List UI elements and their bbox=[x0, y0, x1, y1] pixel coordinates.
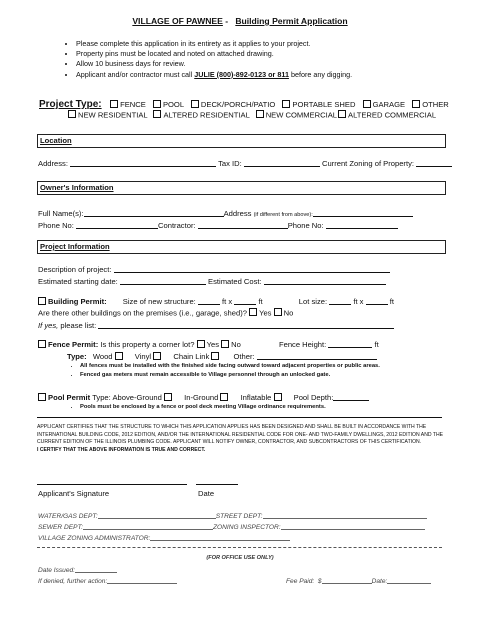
page-title bbox=[0, 16, 480, 26]
project-section-header bbox=[37, 240, 446, 254]
fence-permit-checkbox[interactable] bbox=[38, 340, 46, 348]
location-section-header bbox=[37, 134, 446, 148]
other-buildings-label: Are there other buildings on the premises (i.e., garage, shed)? bbox=[38, 308, 247, 318]
wood-checkbox[interactable] bbox=[115, 352, 123, 360]
ftx-label: ft x bbox=[222, 297, 233, 306]
section-title: Owner's Information bbox=[40, 183, 114, 192]
ft-label: ft bbox=[389, 297, 394, 306]
instruction-item: • Property pins must be located and noted on attached drawing. bbox=[76, 49, 352, 59]
option-label: NEW COMMERCIAL bbox=[265, 110, 337, 120]
title-village: VILLAGE OF PAWNEE bbox=[132, 16, 223, 26]
zoning-label: Current Zoning of Property: bbox=[321, 159, 414, 168]
start-date-field[interactable] bbox=[120, 276, 206, 285]
pool-notes-list bbox=[68, 403, 326, 412]
sewer-dept-label: SEWER DEPT: bbox=[38, 524, 83, 531]
building-permit-row bbox=[38, 296, 394, 306]
instruction-item bbox=[76, 70, 352, 80]
option-label: ALTERED COMMERCIAL bbox=[348, 110, 437, 120]
corner-lot-label: Is this property a corner lot? bbox=[100, 340, 195, 349]
corner-lot-yes-checkbox[interactable] bbox=[197, 340, 205, 348]
section-title: Project Information bbox=[40, 242, 110, 251]
other-buildings-row bbox=[38, 308, 293, 318]
please-list-label: please list: bbox=[58, 321, 97, 330]
zoning-inspector-field[interactable] bbox=[281, 521, 425, 530]
option-label: NEW RESIDENTIAL bbox=[78, 110, 148, 120]
building-permit-checkbox[interactable] bbox=[38, 297, 46, 305]
instruction-item: • Allow 10 business days for review. bbox=[76, 59, 352, 69]
address-note: (if different from above): bbox=[253, 212, 313, 218]
garage-checkbox[interactable] bbox=[363, 100, 371, 108]
taxid-field[interactable] bbox=[244, 158, 320, 167]
option-label: GARAGE bbox=[372, 100, 406, 109]
instruction-suffix: before any digging. bbox=[288, 69, 353, 79]
project-type-label: Project Type: bbox=[39, 99, 102, 110]
signature-date-label: Date bbox=[198, 489, 215, 498]
title-separator: - bbox=[222, 16, 236, 26]
please-list-row bbox=[38, 320, 394, 330]
fee-date-label: Date: bbox=[371, 578, 388, 585]
in-ground-checkbox[interactable] bbox=[220, 393, 228, 401]
above-ground-label: Above-Ground bbox=[112, 393, 162, 402]
fee-paid-label: Fee Paid: $ bbox=[286, 578, 322, 585]
fullname-field[interactable] bbox=[84, 208, 224, 217]
option-label: FENCE bbox=[120, 100, 146, 109]
zoning-admin-label: VILLAGE ZONING ADMINISTRATOR: bbox=[38, 535, 151, 542]
water-dept-label: WATER/GAS DEPT: bbox=[38, 513, 98, 520]
fence-notes-list bbox=[68, 362, 380, 380]
chain-link-checkbox[interactable] bbox=[211, 352, 219, 360]
ft-label: ft bbox=[258, 297, 263, 306]
pool-permit-row bbox=[38, 392, 369, 402]
new-commercial-checkbox[interactable] bbox=[256, 110, 264, 118]
fence-permit-row bbox=[38, 339, 379, 349]
in-ground-label: In-Ground bbox=[184, 393, 219, 402]
description-row bbox=[38, 264, 390, 274]
pool-note: • Pools must be enclosed by a fence or pool deck meeting Village ordinance requirements. bbox=[80, 403, 326, 412]
structure-width-field[interactable] bbox=[198, 296, 220, 305]
shed-checkbox[interactable] bbox=[282, 100, 290, 108]
fence-note: • All fences must be installed with the finished side facing outward toward adjacent properties or public areas. bbox=[80, 362, 380, 371]
deck-checkbox[interactable] bbox=[191, 100, 199, 108]
instructions-list bbox=[58, 39, 352, 80]
contractor-label: Contractor: bbox=[158, 221, 196, 230]
address-field[interactable] bbox=[70, 158, 216, 167]
option-label: ALTERED RESIDENTIAL bbox=[163, 110, 250, 120]
yes-label: Yes bbox=[259, 308, 272, 318]
divider bbox=[37, 417, 442, 418]
lot-size-label: Lot size: bbox=[298, 297, 328, 306]
above-ground-checkbox[interactable] bbox=[164, 393, 172, 401]
no-label: No bbox=[231, 340, 241, 349]
altered-commercial-checkbox[interactable] bbox=[338, 110, 346, 118]
option-label: PORTABLE SHED bbox=[292, 100, 356, 109]
building-permit-label: Building Permit: bbox=[48, 297, 107, 306]
other-buildings-yes-checkbox[interactable] bbox=[249, 308, 257, 316]
other-type-field[interactable] bbox=[257, 351, 377, 360]
section-title: Location bbox=[40, 136, 72, 145]
phone-field[interactable] bbox=[76, 220, 158, 229]
cost-label: Estimated Cost: bbox=[208, 277, 262, 286]
date-issued-label: Date Issued: bbox=[38, 567, 76, 574]
signature-line[interactable] bbox=[37, 484, 187, 485]
size-structure-label: Size of new structure: bbox=[122, 297, 196, 306]
start-date-label: Estimated starting date: bbox=[38, 277, 118, 286]
office-use-label: (FOR OFFICE USE ONLY) bbox=[206, 555, 274, 561]
pool-permit-checkbox[interactable] bbox=[38, 393, 46, 401]
other-checkbox[interactable] bbox=[412, 100, 420, 108]
lot-width-field[interactable] bbox=[329, 296, 351, 305]
location-row bbox=[38, 158, 452, 168]
water-dept-field[interactable] bbox=[98, 510, 216, 519]
owner-row2 bbox=[38, 220, 398, 230]
structure-length-field[interactable] bbox=[234, 296, 256, 305]
fee-row bbox=[286, 575, 431, 585]
instruction-item: • Please complete this application in its entirety as it applies to your project. bbox=[76, 39, 352, 49]
fee-date-field[interactable] bbox=[387, 575, 431, 584]
if-yes-label: If yes, bbox=[38, 321, 59, 330]
option-label: POOL bbox=[162, 100, 184, 109]
description-label: Description of project: bbox=[38, 265, 112, 274]
fence-permit-label: Fence Permit: bbox=[48, 340, 99, 349]
altered-residential-checkbox[interactable] bbox=[153, 110, 161, 118]
denied-row bbox=[38, 575, 177, 585]
lot-length-field[interactable] bbox=[366, 296, 388, 305]
fence-type-label: Type: bbox=[67, 352, 87, 361]
project-type-row2 bbox=[68, 110, 436, 120]
other-buildings-no-checkbox[interactable] bbox=[274, 308, 282, 316]
fence-note: • Fenced gas meters must remain accessible to Village personnel through an unlocked gate. bbox=[80, 371, 380, 380]
taxid-label: Tax ID: bbox=[218, 159, 242, 168]
owner-address-field[interactable] bbox=[313, 208, 413, 217]
zoning-admin-field[interactable] bbox=[150, 532, 290, 541]
fence-checkbox[interactable] bbox=[110, 100, 118, 108]
vinyl-checkbox[interactable] bbox=[153, 352, 161, 360]
wood-label: Wood bbox=[92, 352, 113, 361]
if-denied-label: If denied, further action: bbox=[38, 578, 108, 585]
contractor-phone-field[interactable] bbox=[326, 220, 398, 229]
phone-label: Phone No: bbox=[38, 221, 74, 230]
street-dept-label: STREET DEPT: bbox=[215, 513, 263, 520]
address-label: Address: bbox=[38, 159, 68, 168]
date-line[interactable] bbox=[196, 484, 238, 485]
contractor-phone-label: Phone No: bbox=[287, 221, 324, 230]
pool-depth-label: Pool Depth: bbox=[293, 393, 334, 402]
inflatable-checkbox[interactable] bbox=[274, 393, 282, 401]
yes-label: Yes bbox=[206, 340, 219, 349]
owner-section-header bbox=[37, 181, 446, 195]
date-issued-row bbox=[38, 564, 117, 574]
office-divider bbox=[37, 547, 442, 548]
fence-height-field[interactable] bbox=[328, 339, 372, 348]
if-denied-field[interactable] bbox=[107, 575, 177, 584]
please-list-field[interactable] bbox=[98, 320, 394, 329]
description-field[interactable] bbox=[114, 264, 390, 273]
start-cost-row bbox=[38, 276, 386, 286]
admin-row bbox=[38, 532, 290, 542]
inflatable-label: Inflatable bbox=[240, 393, 272, 402]
fee-paid-field[interactable] bbox=[322, 575, 372, 584]
other-type-label: Other: bbox=[233, 352, 255, 361]
water-street-row bbox=[38, 510, 427, 520]
new-residential-checkbox[interactable] bbox=[68, 110, 76, 118]
title-application: Building Permit Application bbox=[235, 16, 348, 26]
owner-address-label: Address bbox=[223, 209, 252, 218]
applicant-signature-label: Applicant's Signature bbox=[38, 489, 110, 498]
corner-lot-no-checkbox[interactable] bbox=[221, 340, 229, 348]
pool-checkbox[interactable] bbox=[153, 100, 161, 108]
instruction-text: Applicant and/or contractor must call bbox=[76, 69, 195, 79]
fullname-label: Full Name(s): bbox=[38, 209, 84, 218]
pool-depth-field[interactable] bbox=[333, 392, 369, 401]
sewer-dept-field[interactable] bbox=[83, 521, 213, 530]
pool-permit-label: Pool Permit bbox=[48, 393, 91, 402]
certification-text bbox=[37, 424, 447, 454]
fence-type-row bbox=[67, 351, 377, 361]
option-label: OTHER bbox=[422, 100, 449, 109]
pool-type-label: Type: bbox=[92, 393, 111, 402]
zoning-field[interactable] bbox=[416, 158, 452, 167]
street-dept-field[interactable] bbox=[263, 510, 427, 519]
ftx-label: ft x bbox=[353, 297, 364, 306]
no-label: No bbox=[283, 308, 294, 318]
chain-link-label: Chain Link bbox=[173, 352, 210, 361]
option-label: DECK/PORCH/PATIO bbox=[200, 100, 276, 109]
ft-label: ft bbox=[374, 340, 379, 349]
julie-phone-number: JULIE (800)-892-0123 or 811 bbox=[194, 69, 289, 79]
cost-field[interactable] bbox=[264, 276, 386, 285]
contractor-field[interactable] bbox=[198, 220, 288, 229]
zoning-inspector-label: ZONING INSPECTOR: bbox=[212, 524, 281, 531]
vinyl-label: Vinyl bbox=[134, 352, 152, 361]
certify-statement: I CERTIFY THAT THE ABOVE INFORMATION IS TRUE AND CORRECT. bbox=[37, 446, 206, 453]
certification-body: APPLICANT CERTIFIES THAT THE STRUCTURE TO WHICH THIS APPLICATION APPLIES HAS BEEN DESIGNED AND SHALL BE BUILT IN ACCORDANCE WITH THE INTERNATIONAL BUILDING CODE, 2012 EDITION, AND/OR THE INTERNATIONAL RESIDENTIAL CODE FOR ONE- AND TWO-FAMILY DWELLINGS, 2012 EDITION AND THE CURRENT EDITION OF THE ILLINOIS PLUMBING CODE. APPLICANT WILL NOTIFY OWNER, CONTRACTOR, AND SUBCONTRACTORS OF THIS CERTIFICATION. bbox=[37, 424, 444, 446]
date-issued-field[interactable] bbox=[75, 564, 117, 573]
owner-row1 bbox=[38, 208, 413, 218]
fence-height-label: Fence Height: bbox=[278, 340, 327, 349]
sewer-zoning-row bbox=[38, 521, 425, 531]
